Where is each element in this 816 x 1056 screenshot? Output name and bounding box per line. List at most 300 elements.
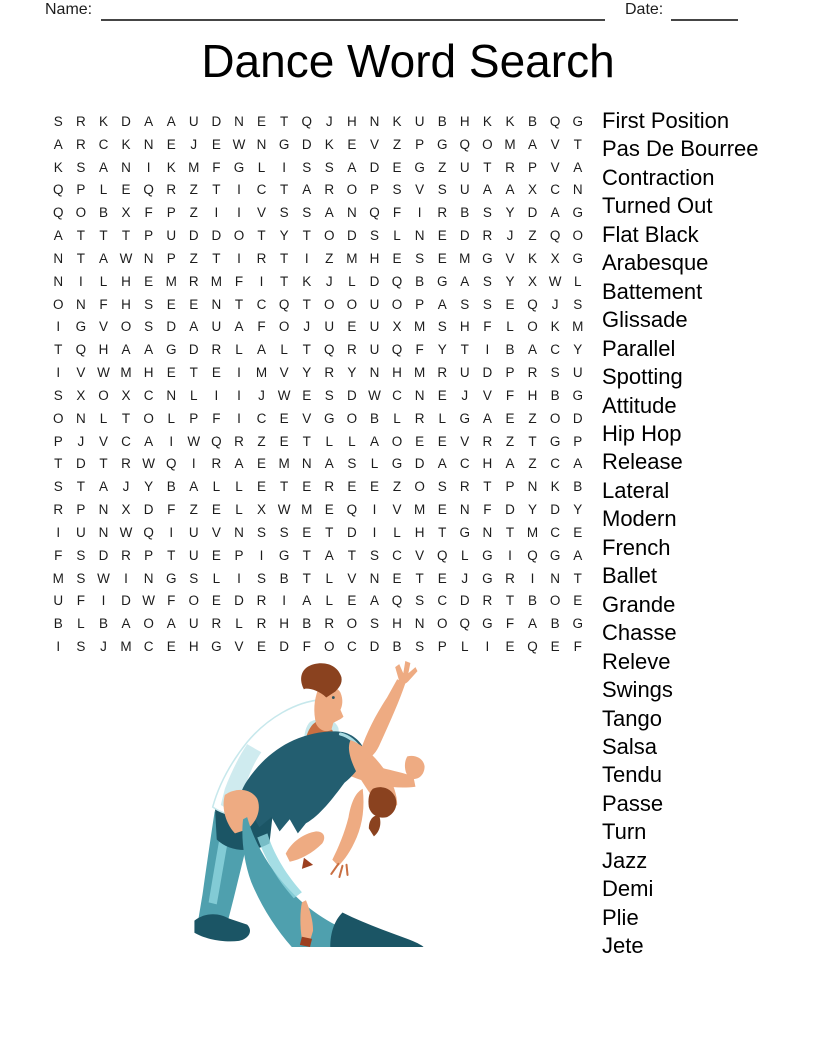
- grid-letter: E: [437, 228, 447, 244]
- grid-letter: O: [233, 228, 245, 244]
- grid-letter: A: [144, 113, 154, 129]
- grid-letter: R: [75, 136, 86, 152]
- grid-letter: N: [369, 365, 380, 381]
- grid-letter: E: [211, 365, 221, 381]
- grid-letter: V: [550, 159, 560, 175]
- grid-letter: R: [211, 456, 222, 472]
- grid-letter: L: [461, 639, 469, 655]
- man-back-shoe: [194, 914, 250, 941]
- grid-letter: I: [237, 250, 241, 266]
- grid-letter: S: [482, 296, 492, 312]
- grid-letter: R: [324, 616, 335, 632]
- grid-letter: N: [211, 296, 222, 312]
- grid-letter: J: [551, 296, 559, 312]
- grid-letter: T: [99, 456, 108, 472]
- word-list-item: Ballet: [602, 563, 658, 589]
- grid-letter: A: [189, 319, 199, 335]
- grid-letter: S: [53, 479, 63, 495]
- grid-letter: Z: [392, 479, 402, 495]
- grid-letter: Z: [189, 502, 198, 518]
- grid-letter: C: [550, 524, 560, 540]
- grid-letter: M: [346, 250, 358, 266]
- grid-letter: H: [414, 524, 425, 540]
- grid-letter: M: [52, 570, 64, 586]
- grid-letter: M: [572, 319, 584, 335]
- grid-letter: D: [572, 410, 583, 426]
- grid-letter: O: [436, 616, 448, 632]
- word-list-item: Jete: [602, 933, 644, 959]
- grid-letter: T: [528, 433, 537, 449]
- grid-letter: O: [346, 296, 358, 312]
- grid-letter: J: [461, 387, 469, 403]
- grid-letter: I: [169, 433, 174, 449]
- grid-letter: I: [530, 570, 535, 586]
- grid-letter: D: [369, 159, 380, 175]
- grid-letter: R: [75, 113, 86, 129]
- grid-letter: W: [277, 387, 291, 403]
- grid-letter: A: [234, 456, 244, 472]
- grid-letter: N: [414, 387, 425, 403]
- grid-letter: J: [258, 387, 265, 403]
- grid-letter: E: [279, 433, 289, 449]
- grid-letter: R: [324, 365, 335, 381]
- grid-letter: G: [278, 136, 290, 152]
- grid-letter: O: [414, 479, 425, 495]
- grid-letter: R: [211, 342, 222, 358]
- grid-letter: Y: [573, 342, 583, 358]
- grid-letter: T: [302, 228, 311, 244]
- grid-letter: X: [528, 182, 538, 198]
- grid-letter: W: [142, 593, 155, 609]
- grid-letter: G: [278, 547, 290, 563]
- grid-letter: T: [257, 228, 266, 244]
- grid-letter: R: [505, 159, 515, 175]
- grid-letter: R: [527, 365, 538, 381]
- grid-letter: T: [76, 479, 85, 495]
- grid-letter: T: [167, 547, 176, 563]
- grid-letter: E: [166, 639, 176, 655]
- word-list-item: Pas De Bourree: [602, 136, 759, 162]
- grid-letter: R: [482, 433, 493, 449]
- grid-letter: V: [415, 547, 425, 563]
- grid-letter: Q: [549, 228, 561, 244]
- grid-letter: C: [256, 410, 267, 426]
- grid-letter: D: [369, 273, 380, 289]
- grid-letter: K: [505, 113, 515, 129]
- grid-letter: I: [237, 205, 241, 221]
- grid-letter: I: [237, 570, 241, 586]
- grid-letter: E: [573, 593, 583, 609]
- grid-letter: S: [53, 387, 63, 403]
- grid-letter: H: [121, 273, 131, 289]
- grid-letter: B: [392, 639, 402, 655]
- grid-letter: M: [301, 502, 313, 518]
- grid-letter: D: [505, 502, 515, 518]
- grid-letter: N: [143, 136, 154, 152]
- grid-letter: T: [302, 296, 311, 312]
- man-front-shoe: [330, 912, 423, 946]
- grid-letter: G: [572, 616, 583, 632]
- grid-letter: I: [56, 524, 61, 540]
- grid-letter: T: [76, 250, 85, 266]
- grid-letter: R: [256, 593, 267, 609]
- grid-letter: R: [234, 433, 244, 449]
- grid-letter: T: [415, 570, 424, 586]
- grid-letter: S: [482, 273, 492, 289]
- grid-letter: G: [572, 387, 583, 403]
- grid-letter: X: [121, 205, 131, 221]
- grid-letter: D: [211, 228, 222, 244]
- grid-letter: D: [550, 502, 560, 518]
- grid-letter: L: [325, 433, 334, 449]
- grid-letter: F: [505, 387, 515, 403]
- grid-letter: I: [237, 365, 241, 381]
- word-list-item: Passe: [602, 790, 664, 816]
- word-list-item: First Position: [602, 108, 730, 133]
- grid-letter: T: [302, 433, 311, 449]
- grid-letter: X: [392, 319, 402, 335]
- grid-letter: G: [549, 433, 561, 449]
- grid-letter: I: [282, 593, 286, 609]
- grid-letter: E: [257, 479, 267, 495]
- grid-letter: G: [436, 273, 448, 289]
- grid-letter: Q: [459, 136, 471, 152]
- grid-letter: I: [237, 410, 241, 426]
- grid-letter: H: [527, 387, 538, 403]
- grid-letter: G: [549, 547, 561, 563]
- grid-letter: L: [461, 547, 469, 563]
- grid-letter: N: [53, 273, 64, 289]
- grid-letter: V: [279, 365, 289, 381]
- grid-letter: G: [211, 639, 222, 655]
- grid-letter: C: [550, 342, 560, 358]
- grid-letter: A: [573, 159, 583, 175]
- grid-letter: I: [101, 593, 106, 609]
- grid-letter: F: [302, 639, 311, 655]
- grid-letter: G: [572, 250, 583, 266]
- grid-letter: N: [482, 524, 493, 540]
- grid-letter: B: [528, 593, 538, 609]
- grid-letter: N: [550, 570, 560, 586]
- grid-letter: C: [256, 296, 267, 312]
- grid-letter: U: [188, 547, 199, 563]
- grid-letter: E: [437, 433, 447, 449]
- grid-letter: H: [143, 365, 154, 381]
- grid-letter: L: [573, 273, 582, 289]
- grid-letter: T: [99, 228, 108, 244]
- grid-letter: M: [526, 524, 539, 540]
- grid-letter: F: [54, 547, 63, 563]
- grid-letter: T: [302, 547, 311, 563]
- grid-letter: M: [188, 159, 200, 175]
- grid-letter: E: [392, 159, 402, 175]
- grid-letter: V: [415, 182, 425, 198]
- grid-letter: E: [302, 387, 312, 403]
- word-list-item: Chasse: [602, 620, 677, 646]
- grid-letter: P: [234, 547, 244, 563]
- grid-letter: Q: [436, 547, 448, 563]
- grid-letter: O: [120, 319, 132, 335]
- grid-letter: L: [99, 182, 108, 198]
- grid-letter: H: [188, 639, 199, 655]
- grid-letter: S: [415, 250, 425, 266]
- grid-letter: S: [257, 524, 267, 540]
- grid-letter: Y: [144, 479, 154, 495]
- grid-letter: A: [98, 250, 108, 266]
- grid-letter: E: [347, 479, 357, 495]
- grid-letter: A: [144, 433, 154, 449]
- grid-letter: O: [75, 205, 87, 221]
- grid-letter: S: [437, 479, 447, 495]
- grid-letter: I: [124, 570, 128, 586]
- man-eye: [332, 696, 335, 699]
- grid-letter: I: [372, 524, 377, 540]
- grid-letter: S: [279, 205, 289, 221]
- grid-letter: E: [166, 136, 176, 152]
- grid-letter: T: [212, 250, 221, 266]
- grid-letter: O: [278, 319, 290, 335]
- grid-letter: Q: [527, 547, 538, 563]
- grid-letter: B: [460, 205, 470, 221]
- grid-letter: D: [143, 502, 154, 518]
- grid-letter: A: [189, 479, 199, 495]
- grid-letter: A: [528, 616, 538, 632]
- grid-letter: T: [302, 342, 311, 358]
- grid-letter: L: [280, 342, 288, 358]
- grid-letter: B: [98, 616, 108, 632]
- date-label: Date:: [625, 1, 664, 18]
- grid-letter: Z: [528, 228, 537, 244]
- grid-letter: L: [190, 387, 198, 403]
- man-hand: [405, 756, 425, 779]
- grid-letter: S: [437, 182, 447, 198]
- grid-letter: D: [346, 387, 357, 403]
- grid-letter: Q: [391, 342, 403, 358]
- grid-letter: L: [167, 410, 175, 426]
- grid-letter: W: [368, 387, 381, 403]
- grid-letter: K: [166, 159, 176, 175]
- grid-letter: S: [392, 182, 402, 198]
- grid-letter: G: [165, 570, 177, 586]
- grid-letter: T: [189, 365, 198, 381]
- grid-letter: O: [549, 410, 561, 426]
- grid-letter: T: [121, 228, 131, 244]
- grid-letter: T: [505, 524, 515, 540]
- grid-letter: N: [166, 387, 177, 403]
- grid-letter: U: [459, 182, 470, 198]
- grid-letter: T: [54, 456, 63, 472]
- grid-letter: L: [370, 456, 379, 472]
- word-list-item: Turn: [602, 819, 647, 845]
- grid-letter: O: [482, 136, 493, 152]
- grid-letter: G: [482, 547, 493, 563]
- grid-letter: Y: [505, 205, 515, 221]
- grid-letter: I: [304, 250, 309, 266]
- grid-letter: N: [75, 296, 86, 312]
- word-list-item: Demi: [602, 876, 654, 902]
- grid-letter: L: [235, 479, 243, 495]
- grid-letter: O: [53, 296, 64, 312]
- grid-letter: T: [438, 524, 447, 540]
- grid-letter: I: [237, 182, 241, 198]
- grid-letter: Q: [211, 433, 222, 449]
- grid-letter: F: [144, 205, 153, 221]
- woman-sandal: [302, 858, 313, 869]
- grid-letter: W: [548, 273, 562, 289]
- grid-letter: I: [237, 387, 241, 403]
- letter-grid: [47, 110, 589, 658]
- grid-letter: N: [346, 205, 357, 221]
- grid-letter: G: [414, 159, 425, 175]
- grid-letter: A: [573, 547, 583, 563]
- grid-letter: J: [506, 228, 514, 244]
- grid-letter: P: [189, 410, 199, 426]
- grid-letter: R: [482, 228, 493, 244]
- grid-letter: R: [121, 456, 131, 472]
- grid-letter: I: [191, 456, 196, 472]
- grid-letter: B: [279, 570, 289, 586]
- grid-letter: E: [257, 456, 267, 472]
- grid-letter: S: [324, 159, 334, 175]
- grid-letter: S: [415, 593, 425, 609]
- grid-letter: G: [233, 159, 245, 175]
- grid-letter: T: [460, 342, 469, 358]
- grid-letter: V: [211, 524, 221, 540]
- grid-letter: X: [121, 502, 131, 518]
- grid-letter: B: [369, 410, 379, 426]
- grid-letter: E: [144, 273, 154, 289]
- grid-letter: Z: [528, 410, 537, 426]
- grid-letter: A: [482, 182, 492, 198]
- grid-letter: N: [414, 616, 425, 632]
- grid-letter: I: [508, 547, 512, 563]
- grid-letter: R: [324, 182, 335, 198]
- grid-letter: P: [53, 433, 63, 449]
- grid-letter: W: [97, 570, 110, 586]
- grid-letter: O: [143, 410, 154, 426]
- grid-letter: F: [392, 205, 402, 221]
- grid-letter: E: [573, 524, 583, 540]
- grid-letter: U: [75, 524, 86, 540]
- grid-letter: F: [257, 319, 266, 335]
- grid-letter: B: [550, 616, 560, 632]
- grid-letter: U: [459, 159, 470, 175]
- grid-letter: A: [528, 342, 538, 358]
- grid-letter: S: [324, 387, 334, 403]
- grid-letter: L: [235, 342, 243, 358]
- grid-letter: Z: [392, 136, 402, 152]
- grid-letter: D: [346, 228, 357, 244]
- grid-letter: L: [393, 228, 401, 244]
- grid-letter: U: [324, 319, 335, 335]
- grid-letter: K: [482, 113, 492, 129]
- grid-letter: S: [76, 639, 86, 655]
- grid-letter: P: [76, 182, 86, 198]
- name-field-line[interactable]: [101, 0, 605, 21]
- grid-letter: Q: [459, 616, 471, 632]
- grid-letter: E: [166, 296, 176, 312]
- grid-letter: E: [415, 433, 425, 449]
- grid-letter: Q: [143, 524, 154, 540]
- grid-letter: R: [346, 342, 357, 358]
- grid-letter: O: [53, 410, 64, 426]
- grid-letter: R: [256, 250, 267, 266]
- grid-letter: A: [482, 410, 492, 426]
- grid-letter: G: [436, 136, 448, 152]
- grid-letter: V: [234, 639, 244, 655]
- grid-letter: N: [143, 250, 154, 266]
- word-list-item: Salsa: [602, 733, 658, 759]
- grid-letter: B: [166, 479, 176, 495]
- grid-letter: H: [459, 113, 470, 129]
- grid-letter: S: [573, 296, 583, 312]
- grid-letter: S: [257, 570, 267, 586]
- grid-letter: L: [393, 410, 401, 426]
- grid-letter: A: [573, 456, 583, 472]
- grid-letter: K: [53, 159, 63, 175]
- grid-letter: M: [278, 456, 290, 472]
- grid-letter: N: [143, 570, 154, 586]
- grid-letter: D: [121, 113, 131, 129]
- grid-letter: A: [437, 296, 447, 312]
- grid-letter: I: [259, 547, 264, 563]
- grid-letter: V: [460, 433, 470, 449]
- grid-letter: R: [53, 502, 64, 518]
- grid-letter: S: [76, 547, 86, 563]
- word-list-item: Hip Hop: [602, 420, 682, 446]
- grid-letter: E: [166, 365, 176, 381]
- grid-letter: A: [324, 456, 334, 472]
- grid-letter: T: [279, 479, 289, 495]
- grid-letter: A: [460, 273, 470, 289]
- grid-letter: T: [483, 159, 492, 175]
- grid-letter: X: [257, 502, 267, 518]
- grid-letter: R: [437, 205, 448, 221]
- grid-letter: S: [189, 570, 199, 586]
- grid-letter: Q: [346, 502, 358, 518]
- grid-letter: C: [143, 387, 154, 403]
- grid-letter: P: [166, 250, 176, 266]
- grid-letter: L: [235, 502, 243, 518]
- grid-letter: O: [346, 182, 358, 198]
- grid-letter: B: [528, 113, 538, 129]
- grid-letter: P: [505, 365, 515, 381]
- grid-letter: M: [413, 502, 426, 518]
- grid-letter: T: [279, 113, 289, 129]
- grid-letter: W: [97, 365, 110, 381]
- grid-letter: G: [324, 410, 335, 426]
- woman-hand-down: [331, 864, 347, 877]
- grid-letter: Q: [53, 205, 64, 221]
- grid-letter: H: [459, 319, 470, 335]
- word-list-item: Lateral: [602, 477, 670, 503]
- grid-letter: K: [324, 136, 334, 152]
- word-list-item: Plie: [602, 904, 639, 930]
- grid-letter: R: [437, 365, 448, 381]
- grid-letter: C: [550, 456, 560, 472]
- grid-letter: S: [76, 159, 86, 175]
- grid-letter: L: [212, 479, 221, 495]
- grid-letter: H: [392, 616, 402, 632]
- grid-letter: P: [415, 296, 425, 312]
- grid-letter: Y: [573, 502, 583, 518]
- grid-letter: F: [167, 502, 176, 518]
- grid-letter: Z: [189, 205, 198, 221]
- grid-letter: I: [372, 502, 377, 518]
- grid-letter: A: [324, 205, 334, 221]
- grid-letter: D: [75, 456, 86, 472]
- date-field-line[interactable]: [671, 0, 738, 21]
